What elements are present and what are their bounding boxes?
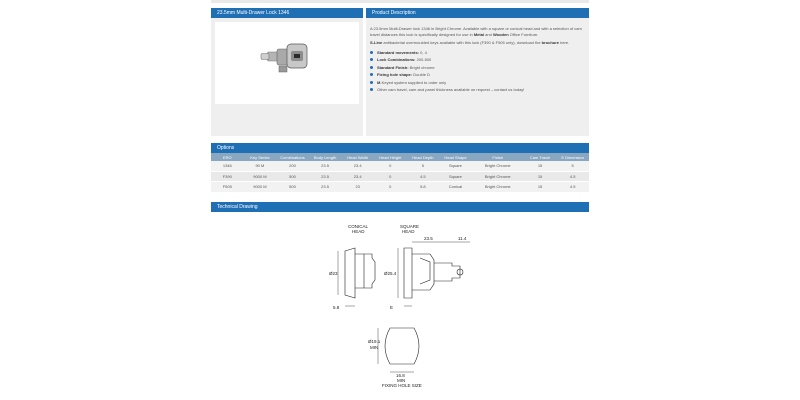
cell: Square [439,171,472,182]
cell: 5.8 [407,182,440,193]
col-finish: Finish [472,153,524,161]
feature-value: Other cam travel, cam and panel thickness available on request – contact us today! [377,87,525,93]
desc-text: here. [559,40,570,46]
product-panel-title: 23.5mm Multi-Drawer Lock 1346 [211,8,363,18]
desc-bold-metal: Metal [473,31,485,37]
description-paragraph [370,26,584,37]
cell: F390 [211,171,244,182]
cell: 23.4 [341,161,374,171]
col-body-length: Body Length [309,153,342,161]
col-cam-travel: Cam Travel [524,153,557,161]
col-head-width: Head Width [341,153,374,161]
feature-value: -Keyed system supplied to order only [380,79,447,85]
dim-e: E [390,305,394,310]
lock-photo [215,22,359,104]
col-e-dimension: E Dimension [556,153,589,161]
dim-19-1: Ø19.1 [368,339,381,344]
feature-item [370,65,584,71]
brochure-link[interactable]: brochure [541,40,559,46]
cell: 15 [524,182,557,193]
feature-item [370,72,584,78]
cell: 0 [374,161,407,171]
cell: 23.5 [309,161,342,171]
options-section [211,143,589,193]
table-row [211,171,589,182]
cell: 23.5 [309,171,342,182]
feature-label: Fixing hole shape: [377,72,413,78]
col-head-height: Head Height [374,153,407,161]
cell: 23 [341,182,374,193]
sline-paragraph [370,40,584,46]
desc-bold-sline: S-Line [370,40,383,46]
cell: 500 [276,182,309,193]
cell: 4.5 [407,171,440,182]
desc-text: and [484,31,493,37]
feature-value: Bright chrome [408,64,435,70]
dim-5-8: 5.8 [333,305,340,310]
technical-drawing [320,218,480,388]
dim-23-5: 23.5 [424,236,433,241]
cell: Bright Chrome [472,182,524,193]
cell: 5 [556,161,589,171]
cell: 200 [276,161,309,171]
feature-value: 0, 4 [419,49,427,55]
cell: Square [439,161,472,171]
cell: 500 [276,171,309,182]
col-combinations: Combinations [276,153,309,161]
dim-16-8: 16.8 [396,373,405,378]
feature-item [370,57,584,63]
table-row [211,161,589,171]
dim-16-8-min: MIN [397,378,406,383]
table-header-row [211,153,589,161]
table-row [211,182,589,193]
cell: 1346 [211,161,244,171]
desc-text: A 23.5mm Multi-Drawer lock 1346 in Bright Chrome. Available with a square or conical head and with a selection of cam travel distances this lock is specifically designed for use in [370,26,582,37]
cell: Bright Chrome [472,161,524,171]
feature-value: 200-500 [415,57,432,63]
feature-label: Standard movements: [377,49,420,55]
conical-head-label-1: CONICAL [348,224,369,229]
cell: Bright Chrome [472,171,524,182]
cell: 5 [407,161,440,171]
cell: Conical [439,182,472,193]
col-ero: ERO [211,153,244,161]
dim-25-4: Ø25.4 [384,271,397,276]
feature-item [370,87,584,93]
cell: 90 M [244,161,277,171]
cell: 23.4 [341,171,374,182]
feature-label: M [377,79,381,85]
product-image [215,22,359,104]
feature-label: Standard Finish: [377,64,409,70]
description-panel-title: Product Description [366,8,589,18]
desc-text: antibacterial overmoulded keys available with this lock (F390 & F505 only), download the [382,40,542,46]
cell: 0 [374,171,407,182]
dim-11-4: 11.4 [458,236,467,241]
options-table [211,153,589,193]
dim-23: Ø23 [329,271,338,276]
cell: 9000 M [244,171,277,182]
feature-list [370,50,584,93]
feature-item [370,80,584,86]
cell: F505 [211,182,244,193]
dim-19-1-min: MIN [370,345,379,350]
options-title: Options [211,143,589,153]
description-body [370,26,584,95]
technical-drawing-title: Technical Drawing [211,202,589,212]
col-key-series: Key Series [244,153,277,161]
cell: 9000 M [244,182,277,193]
cell: 23.5 [309,182,342,193]
col-head-shape: Head Shape [439,153,472,161]
square-head-label-2: HEAD [402,229,415,234]
product-image-panel [211,8,363,136]
feature-value: Double D [412,72,430,78]
col-head-depth: Head Depth [407,153,440,161]
top-divider [211,0,589,3]
fixing-hole-caption: FIXING HOLE SIZE [382,383,422,388]
square-head-label-1: SQUARE [400,224,420,229]
desc-bold-wooden: Wooden [492,31,509,37]
conical-head-label-2: HEAD [352,229,365,234]
technical-drawing-section [211,202,589,212]
cell: 0 [374,182,407,193]
feature-label: Lock Combinations: [377,57,416,63]
cell: 15 [524,171,557,182]
feature-item [370,50,584,56]
description-panel [366,8,589,136]
cell: 4.5 [556,171,589,182]
cell: 15 [524,161,557,171]
cell: 4.5 [556,182,589,193]
desc-text: Office Furniture. [508,31,539,37]
